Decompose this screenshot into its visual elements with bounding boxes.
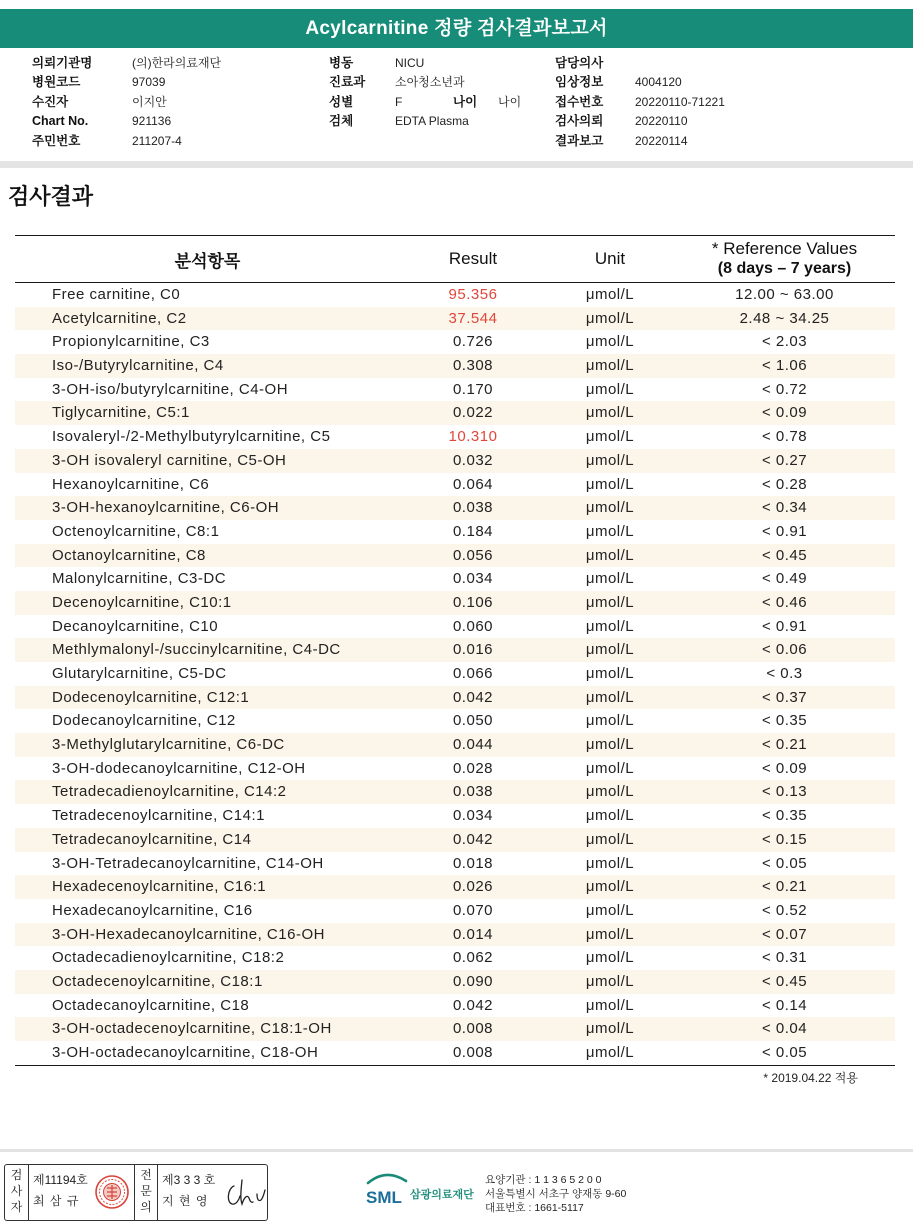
analyte-name: 3-OH isovaleryl carnitine, C5-OH xyxy=(52,451,287,469)
result-row xyxy=(15,401,895,425)
info-value: F xyxy=(395,94,403,109)
result-row xyxy=(15,946,895,970)
result-row xyxy=(15,923,895,947)
unit-value: μmol/L xyxy=(585,759,635,777)
unit-value: μmol/L xyxy=(585,1020,635,1038)
result-row xyxy=(15,638,895,662)
result-value: 10.310 xyxy=(448,428,498,446)
specialist-role-cell xyxy=(134,1165,158,1220)
unit-value: μmol/L xyxy=(585,333,635,351)
info-value: 소아청소년과 xyxy=(395,75,465,89)
unit-value: μmol/L xyxy=(585,593,635,611)
signer-role: 검사자 xyxy=(10,1168,23,1214)
result-row xyxy=(15,686,895,710)
result-row xyxy=(15,473,895,497)
result-value: 0.066 xyxy=(452,665,494,682)
analyte-name: Decenoylcarnitine, C10:1 xyxy=(52,593,232,611)
signer-license-no: 제11194호 xyxy=(33,1173,88,1187)
result-row xyxy=(15,970,895,994)
result-value: 0.090 xyxy=(452,972,494,990)
info-value: 921136 xyxy=(132,114,172,128)
analyte-name: Hexanoylcarnitine, C6 xyxy=(52,475,210,493)
result-value: 0.060 xyxy=(452,617,494,635)
reference-range: < 0.31 xyxy=(761,949,808,967)
result-row xyxy=(15,757,895,781)
age-value: 나이 xyxy=(498,94,522,109)
reference-range: < 0.05 xyxy=(761,854,808,872)
unit-value: μmol/L xyxy=(585,901,635,919)
reference-range: < 0.52 xyxy=(761,901,808,919)
result-value: 0.038 xyxy=(452,783,494,801)
unit-value: μmol/L xyxy=(585,996,635,1014)
unit-value: μmol/L xyxy=(585,972,635,990)
result-value: 0.034 xyxy=(452,807,494,825)
analyte-name: Free carnitine, C0 xyxy=(52,286,181,303)
unit-value: μmol/L xyxy=(585,830,635,848)
unit-value: μmol/L xyxy=(585,949,635,967)
result-row xyxy=(15,994,895,1018)
result-value: 0.064 xyxy=(452,475,494,493)
specialist-name: 지 현 영 xyxy=(162,1194,209,1208)
result-row xyxy=(15,804,895,828)
reference-range: < 0.72 xyxy=(761,380,808,398)
results-table-body xyxy=(15,283,895,1065)
reference-range: < 0.05 xyxy=(761,1044,808,1061)
unit-value: μmol/L xyxy=(585,286,635,303)
result-row xyxy=(15,828,895,852)
info-label: 임상정보 xyxy=(555,75,604,89)
result-row xyxy=(15,520,895,544)
info-label: 검체 xyxy=(329,114,354,128)
result-row xyxy=(15,899,895,923)
handwritten-signature-icon xyxy=(224,1176,266,1210)
analyte-name: 3-Methylglutarylcarnitine, C6-DC xyxy=(52,736,285,754)
unit-value: μmol/L xyxy=(585,475,635,493)
info-value: 97039 xyxy=(132,75,166,89)
unit-value: μmol/L xyxy=(585,617,635,635)
analyte-name: Hexadecenoylcarnitine, C16:1 xyxy=(52,878,267,896)
result-row xyxy=(15,496,895,520)
reference-range: 2.48 ~ 34.25 xyxy=(739,309,830,327)
info-label: 병원코드 xyxy=(32,75,81,89)
result-value: 0.014 xyxy=(452,925,494,943)
results-heading: 검사결과 xyxy=(8,184,94,209)
reference-range: < 0.45 xyxy=(761,546,808,564)
info-label: 수진자 xyxy=(32,94,69,109)
results-table xyxy=(15,235,895,1066)
analyte-name: Tetradecadienoylcarnitine, C14:2 xyxy=(52,783,287,801)
result-value: 0.026 xyxy=(452,878,494,896)
reference-range: < 0.09 xyxy=(761,404,808,422)
info-label: 성별 xyxy=(329,94,354,109)
analyte-name: 3-OH-hexanoylcarnitine, C6-OH xyxy=(52,499,280,517)
result-value: 0.062 xyxy=(452,949,494,967)
unit-value: μmol/L xyxy=(585,522,635,540)
info-value: (의)한라의료재단 xyxy=(132,55,222,70)
unit-value: μmol/L xyxy=(585,428,635,446)
result-value: 0.106 xyxy=(452,593,494,611)
analyte-name: 3-OH-dodecanoylcarnitine, C12-OH xyxy=(52,759,306,777)
result-row xyxy=(15,780,895,804)
info-value: 211207-4 xyxy=(132,133,182,148)
result-row xyxy=(15,307,895,331)
result-value: 0.034 xyxy=(452,570,494,588)
unit-value: μmol/L xyxy=(585,499,635,517)
analyte-name: Octenoylcarnitine, C8:1 xyxy=(52,522,220,540)
result-value: 37.544 xyxy=(448,309,498,327)
reference-range: < 0.91 xyxy=(761,617,808,635)
signer-name: 최 삼 규 xyxy=(33,1194,80,1208)
signature-box xyxy=(4,1164,268,1221)
institution-code: 요양기관 : 1 1 3 6 5 2 0 0 xyxy=(485,1174,602,1186)
analyte-name: Methlymalonyl-/succinylcarnitine, C4-DC xyxy=(52,641,341,659)
result-value: 0.042 xyxy=(452,996,494,1014)
result-value: 0.022 xyxy=(452,404,494,422)
analyte-name: Octadecenoylcarnitine, C18:1 xyxy=(52,972,263,990)
unit-value: μmol/L xyxy=(585,1044,635,1061)
reference-range: < 0.09 xyxy=(761,759,808,777)
result-value: 0.038 xyxy=(452,499,494,517)
reference-range: < 0.34 xyxy=(761,499,808,517)
logo-text: SML xyxy=(366,1188,402,1207)
unit-value: μmol/L xyxy=(585,807,635,825)
reference-range: < 0.07 xyxy=(761,925,808,943)
reference-range: < 0.14 xyxy=(761,996,808,1014)
analyte-name: Propionylcarnitine, C3 xyxy=(52,333,210,351)
analyte-name: Dodecanoylcarnitine, C12 xyxy=(52,712,236,730)
analyte-name: Malonylcarnitine, C3-DC xyxy=(52,570,227,588)
reference-range: < 0.13 xyxy=(761,783,808,801)
result-value: 0.044 xyxy=(452,736,494,754)
result-row xyxy=(15,709,895,733)
unit-value: μmol/L xyxy=(585,688,635,706)
signer-role-cell xyxy=(5,1165,29,1220)
analyte-name: Tetradecanoylcarnitine, C14 xyxy=(52,830,252,848)
organization-address: 서울특별시 서초구 양재동 9-60 xyxy=(485,1188,627,1200)
analyte-name: Glutarylcarnitine, C5-DC xyxy=(52,665,227,682)
reference-range: < 0.37 xyxy=(761,688,808,706)
result-value: 0.056 xyxy=(452,546,494,564)
sml-logo xyxy=(362,1168,410,1208)
analyte-name: 3-OH-Hexadecanoylcarnitine, C16-OH xyxy=(52,925,325,943)
organization-phone: 대표번호 : 1661-5117 xyxy=(485,1202,584,1214)
reference-range: < 0.06 xyxy=(761,641,808,659)
analyte-name: Octanoylcarnitine, C8 xyxy=(52,546,206,564)
specialist-license-no: 제3 3 3 호 xyxy=(162,1173,216,1187)
results-table-header xyxy=(15,236,895,283)
info-label: 병동 xyxy=(329,55,354,70)
reference-footnote: * 2019.04.22 적용 xyxy=(763,1071,858,1085)
reference-range: < 0.46 xyxy=(761,593,808,611)
result-row xyxy=(15,875,895,899)
reference-range: < 0.91 xyxy=(761,522,808,540)
result-row xyxy=(15,1041,895,1065)
unit-value: μmol/L xyxy=(585,736,635,754)
info-value: NICU xyxy=(395,55,425,70)
reference-range: < 0.21 xyxy=(761,878,808,896)
info-label: 주민번호 xyxy=(32,133,81,148)
unit-value: μmol/L xyxy=(585,570,635,588)
result-value: 0.016 xyxy=(452,641,494,659)
result-row xyxy=(15,425,895,449)
reference-header-age-range: (8 days – 7 years) xyxy=(717,260,852,277)
result-value: 0.042 xyxy=(452,830,494,848)
reference-range: < 0.45 xyxy=(761,972,808,990)
reference-range: < 0.49 xyxy=(761,570,808,588)
result-row xyxy=(15,662,895,686)
info-value: 4004120 xyxy=(635,75,682,89)
result-row xyxy=(15,852,895,876)
unit-value: μmol/L xyxy=(585,783,635,801)
result-value: 0.184 xyxy=(452,522,494,540)
result-row xyxy=(15,449,895,473)
result-value: 0.008 xyxy=(452,1020,494,1038)
column-header-result: Result xyxy=(448,249,498,268)
result-value: 0.070 xyxy=(452,901,494,919)
result-row xyxy=(15,1017,895,1041)
result-row xyxy=(15,283,895,307)
analyte-name: Isovaleryl-/2-Methylbutyrylcarnitine, C5 xyxy=(52,428,331,446)
result-row xyxy=(15,591,895,615)
info-value: EDTA Plasma xyxy=(395,114,469,128)
result-row xyxy=(15,567,895,591)
unit-value: μmol/L xyxy=(585,546,635,564)
analyte-name: 3-OH-octadecanoylcarnitine, C18-OH xyxy=(52,1044,319,1061)
analyte-name: Octadecadienoylcarnitine, C18:2 xyxy=(52,949,285,967)
analyte-name: 3-OH-Tetradecanoylcarnitine, C14-OH xyxy=(52,854,324,872)
reference-range: < 0.35 xyxy=(761,712,808,730)
reference-range: < 2.03 xyxy=(761,333,808,351)
unit-value: μmol/L xyxy=(585,712,635,730)
analyte-name: Octadecanoylcarnitine, C18 xyxy=(52,996,250,1014)
result-value: 0.726 xyxy=(452,333,494,351)
info-value: 20220110 xyxy=(635,114,688,128)
info-label: 접수번호 xyxy=(555,94,604,109)
column-header-reference xyxy=(674,236,895,282)
seal-stamp-icon xyxy=(95,1175,129,1209)
reference-range: < 0.15 xyxy=(761,830,808,848)
analyte-name: Hexadecanoylcarnitine, C16 xyxy=(52,901,253,919)
result-row xyxy=(15,615,895,639)
info-label: Chart No. xyxy=(32,114,89,128)
info-value: 20220114 xyxy=(635,133,688,148)
reference-range: 12.00 ~ 63.00 xyxy=(735,286,834,303)
result-row xyxy=(15,544,895,568)
info-value: 이지안 xyxy=(132,94,167,109)
specialist-role: 전문의 xyxy=(140,1168,152,1214)
info-label: 검사의뢰 xyxy=(555,114,604,128)
report-title-bar xyxy=(0,9,913,48)
analyte-name: 3-OH-octadecenoylcarnitine, C18:1-OH xyxy=(52,1020,332,1038)
info-label: 결과보고 xyxy=(555,133,604,148)
reference-range: < 0.28 xyxy=(761,475,808,493)
result-value: 0.018 xyxy=(452,854,494,872)
age-label: 나이 xyxy=(453,94,478,109)
section-divider xyxy=(0,161,913,168)
info-label: 진료과 xyxy=(329,75,366,89)
reference-range: < 0.04 xyxy=(761,1020,808,1038)
unit-value: μmol/L xyxy=(585,380,635,398)
result-row xyxy=(15,378,895,402)
unit-value: μmol/L xyxy=(585,854,635,872)
footer-divider xyxy=(0,1149,913,1152)
unit-value: μmol/L xyxy=(585,309,635,327)
result-value: 0.170 xyxy=(452,380,494,398)
column-header-unit: Unit xyxy=(594,249,626,268)
reference-range: < 0.21 xyxy=(761,736,808,754)
info-label: 담당의사 xyxy=(555,55,604,70)
reference-range: < 0.35 xyxy=(761,807,808,825)
result-value: 0.008 xyxy=(452,1044,494,1061)
reference-header-title: * Reference Values xyxy=(711,239,858,258)
info-label: 의뢰기관명 xyxy=(32,55,93,70)
analyte-name: Dodecenoylcarnitine, C12:1 xyxy=(52,688,250,706)
info-value: 20220110-71221 xyxy=(635,94,725,109)
analyte-name: Iso-/Butyrylcarnitine, C4 xyxy=(52,357,224,375)
analyte-name: Tetradecenoylcarnitine, C14:1 xyxy=(52,807,265,825)
unit-value: μmol/L xyxy=(585,665,635,682)
analyte-name: Acetylcarnitine, C2 xyxy=(52,309,187,327)
reference-range: < 0.78 xyxy=(761,428,808,446)
unit-value: μmol/L xyxy=(585,925,635,943)
organization-name: 삼광의료재단 xyxy=(410,1189,474,1201)
column-header-analyte: 분석항목 xyxy=(174,251,241,271)
result-value: 0.032 xyxy=(452,451,494,469)
unit-value: μmol/L xyxy=(585,451,635,469)
unit-value: μmol/L xyxy=(585,641,635,659)
result-row xyxy=(15,330,895,354)
result-row xyxy=(15,733,895,757)
reference-range: < 0.3 xyxy=(766,665,803,682)
reference-range: < 1.06 xyxy=(761,357,808,375)
unit-value: μmol/L xyxy=(585,357,635,375)
analyte-name: Decanoylcarnitine, C10 xyxy=(52,617,219,635)
organization-contact xyxy=(485,1173,626,1215)
result-value: 0.308 xyxy=(452,357,494,375)
result-value: 0.042 xyxy=(452,688,494,706)
report-title: Acylcarnitine 정량 검사결과보고서 xyxy=(305,18,608,39)
result-value: 0.028 xyxy=(452,759,494,777)
unit-value: μmol/L xyxy=(585,878,635,896)
result-value: 95.356 xyxy=(448,286,498,303)
result-value: 0.050 xyxy=(452,712,494,730)
analyte-name: 3-OH-iso/butyrylcarnitine, C4-OH xyxy=(52,380,289,398)
unit-value: μmol/L xyxy=(585,404,635,422)
analyte-name: Tiglycarnitine, C5:1 xyxy=(52,404,190,422)
result-row xyxy=(15,354,895,378)
reference-range: < 0.27 xyxy=(761,451,808,469)
